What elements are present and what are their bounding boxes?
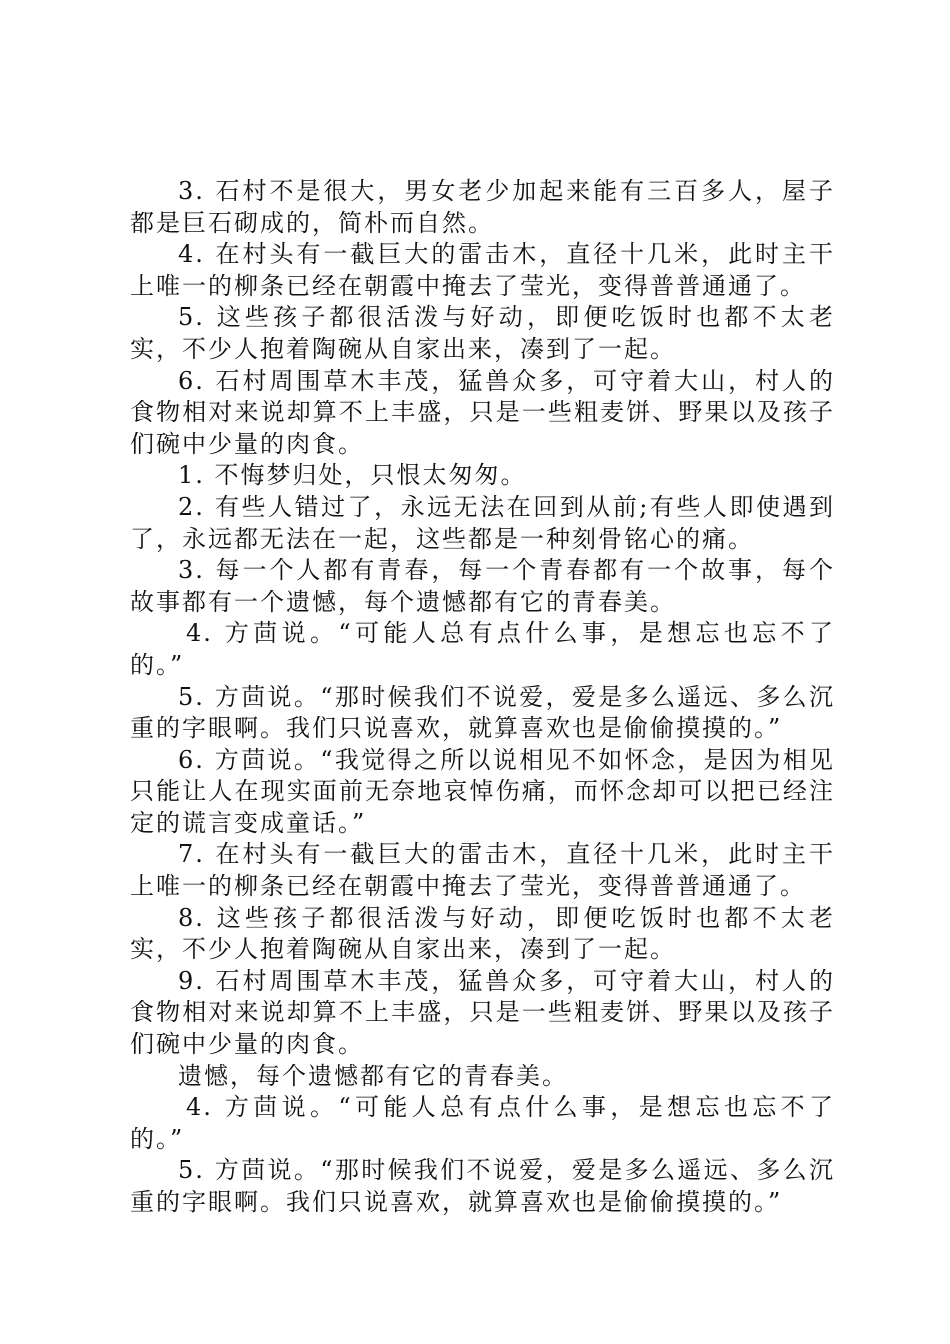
paragraph-4: 6. 石村周围草木丰茂，猛兽众多，可守着大山，村人的食物相对来说却算不上丰盛，只是一些粗麦饼、野果以及孩子们碗中少量的肉食。 — [130, 366, 835, 458]
paragraph-7: 3. 每一个人都有青春，每一个青春都有一个故事，每个故事都有一个遗憾，每个遗憾都有它的青春美。 — [130, 556, 835, 616]
document-body — [130, 176, 835, 1219]
paragraph-1: 3. 石村不是很大，男女老少加起来能有三百多人，屋子都是巨石砌成的，简朴而自然。 — [130, 177, 835, 237]
paragraph-14: 遗憾，每个遗憾都有它的青春美。 — [178, 1061, 568, 1090]
paragraph-10: 6. 方茴说。“我觉得之所以说相见不如怀念，是因为相见只能让人在现实面前无奈地哀悼伤痛，而怀念却可以把已经注定的谎言变成童话。” — [130, 745, 835, 837]
paragraph-11: 7. 在村头有一截巨大的雷击木，直径十几米，此时主干上唯一的柳条已经在朝霞中掩去了莹光，变得普普通通了。 — [130, 840, 835, 901]
paragraph-3: 5. 这些孩子都很活泼与好动，即便吃饭时也都不太老实，不少人抱着陶碗从自家出来，凑到了一起。 — [130, 303, 835, 363]
paragraph-13: 9. 石村周围草木丰茂，猛兽众多，可守着大山，村人的食物相对来说却算不上丰盛，只是一些粗麦饼、野果以及孩子们碗中少量的肉食。 — [130, 966, 835, 1059]
paragraph-12: 8. 这些孩子都很活泼与好动，即便吃饭时也都不太老实，不少人抱着陶碗从自家出来，凑到了一起。 — [130, 903, 835, 964]
paragraph-6: 2. 有些人错过了，永远无法在回到从前;有些人即使遇到了，永远都无法在一起，这些都是一种刻骨铭心的痛。 — [130, 492, 835, 553]
paragraph-9: 5. 方茴说。“那时候我们不说爱，爱是多么遥远、多么沉重的字眼啊。我们只说喜欢，就算喜欢也是偷偷摸摸的。” — [130, 682, 835, 743]
paragraph-5: 1. 不悔梦归处，只恨太匆匆。 — [178, 461, 527, 490]
paragraph-8: 4. 方茴说。“可能人总有点什么事，是想忘也忘不了的。” — [130, 619, 835, 679]
paragraph-15: 4. 方茴说。“可能人总有点什么事，是想忘也忘不了的。” — [130, 1093, 835, 1153]
paragraph-16: 5. 方茴说。“那时候我们不说爱，爱是多么遥远、多么沉重的字眼啊。我们只说喜欢，就算喜欢也是偷偷摸摸的。” — [130, 1156, 835, 1216]
paragraph-2: 4. 在村头有一截巨大的雷击木，直径十几米，此时主干上唯一的柳条已经在朝霞中掩去了莹光，变得普普通通了。 — [130, 240, 835, 300]
